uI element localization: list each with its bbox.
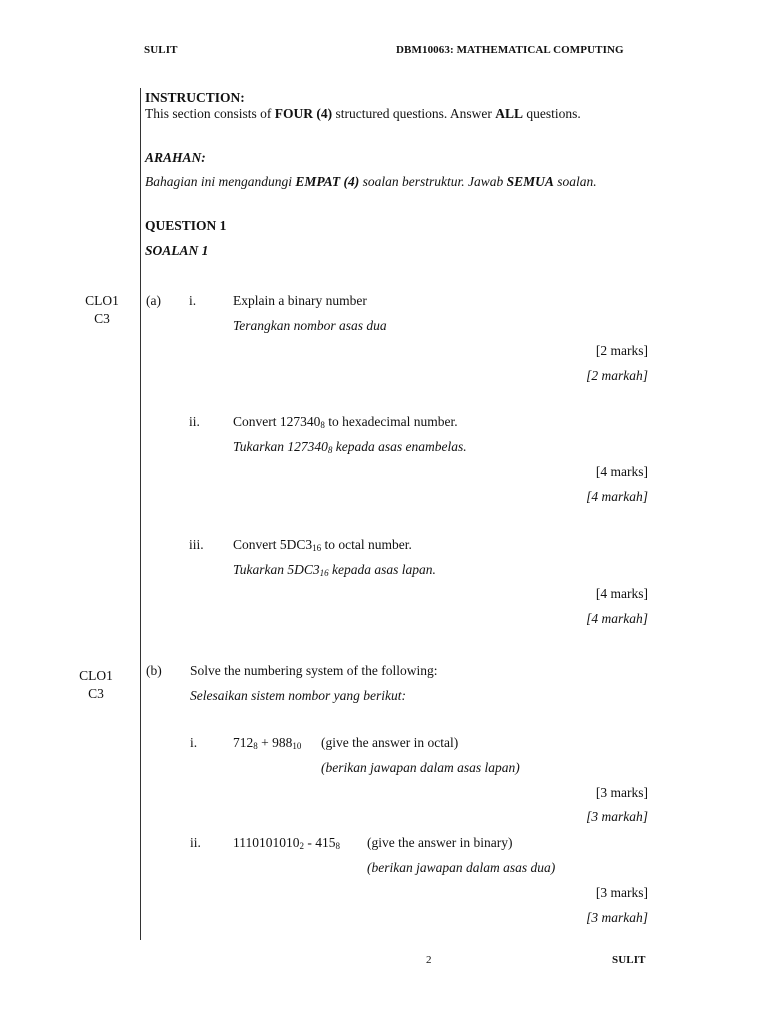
part-b-label: (b) xyxy=(146,663,162,678)
header-sulit: SULIT xyxy=(144,44,178,56)
part-a-level: C3 xyxy=(94,311,110,326)
b-i-number: i. xyxy=(190,735,198,750)
a-iii-number: iii. xyxy=(189,537,204,552)
b-ii-instruction-my: (berikan jawapan dalam asas dua) xyxy=(367,860,556,875)
part-b-clo: CLO1 xyxy=(79,668,113,683)
margin-rule xyxy=(140,88,141,940)
a-ii-question-en: Convert $127340_8$ to hexadecimal number. xyxy=(233,414,458,430)
part-b-intro-my: Selesaikan sistem nombor yang berikut: xyxy=(190,688,406,703)
a-i-number: i. xyxy=(189,293,197,308)
a-ii-number: ii. xyxy=(189,414,200,429)
page-number: 2 xyxy=(426,954,432,966)
a-ii-question-my: Tukarkan $127340_8$ kepada asas enambelas. xyxy=(233,439,467,455)
a-i-question-my: Terangkan nombor asas dua xyxy=(233,318,387,333)
a-i-markah: [2 markah] xyxy=(586,368,648,383)
footer-sulit: SULIT xyxy=(612,954,646,966)
a-iii-question-my: Tukarkan $5DC3_{16}$ kepada asas lapan. xyxy=(233,562,436,578)
b-i-marks: [3 marks] xyxy=(595,785,648,800)
b-ii-expression: $1110101010_2 - 415_8$ xyxy=(233,835,340,851)
b-i-expression: $712_8 + 988_{10}$ xyxy=(233,735,302,751)
a-i-question-en: Explain a binary number xyxy=(233,293,367,308)
arahan-heading: ARAHAN: xyxy=(145,150,206,165)
b-ii-markah: [3 markah] xyxy=(586,910,648,925)
b-ii-instruction-en: (give the answer in binary) xyxy=(367,835,513,850)
part-b-level: C3 xyxy=(88,686,104,701)
a-ii-markah: [4 markah] xyxy=(586,489,648,504)
part-b-intro-en: Solve the numbering system of the following: xyxy=(190,663,438,678)
arahan-text: Bahagian ini mengandungi EMPAT (4) soalan berstruktur. Jawab SEMUA soalan. xyxy=(145,174,597,189)
b-ii-number: ii. xyxy=(190,835,201,850)
question-title: QUESTION 1 xyxy=(145,218,227,233)
instruction-heading: INSTRUCTION: xyxy=(145,90,245,105)
header-course-title: DBM10063: MATHEMATICAL COMPUTING xyxy=(396,44,624,56)
a-iii-marks: [4 marks] xyxy=(595,586,648,601)
part-a-label: (a) xyxy=(146,293,161,308)
b-i-instruction-en: (give the answer in octal) xyxy=(321,735,459,750)
a-iii-question-en: Convert $5DC3_{16}$ to octal number. xyxy=(233,537,412,553)
a-iii-markah: [4 markah] xyxy=(586,611,648,626)
a-i-marks: [2 marks] xyxy=(595,343,648,358)
a-ii-marks: [4 marks] xyxy=(595,464,648,479)
part-a-clo: CLO1 xyxy=(85,293,119,308)
b-ii-marks: [3 marks] xyxy=(595,885,648,900)
b-i-instruction-my: (berikan jawapan dalam asas lapan) xyxy=(321,760,520,775)
b-i-markah: [3 markah] xyxy=(586,809,648,824)
instruction-text: This section consists of FOUR (4) structured questions. Answer ALL questions. xyxy=(145,106,581,121)
question-title-my: SOALAN 1 xyxy=(145,243,209,258)
